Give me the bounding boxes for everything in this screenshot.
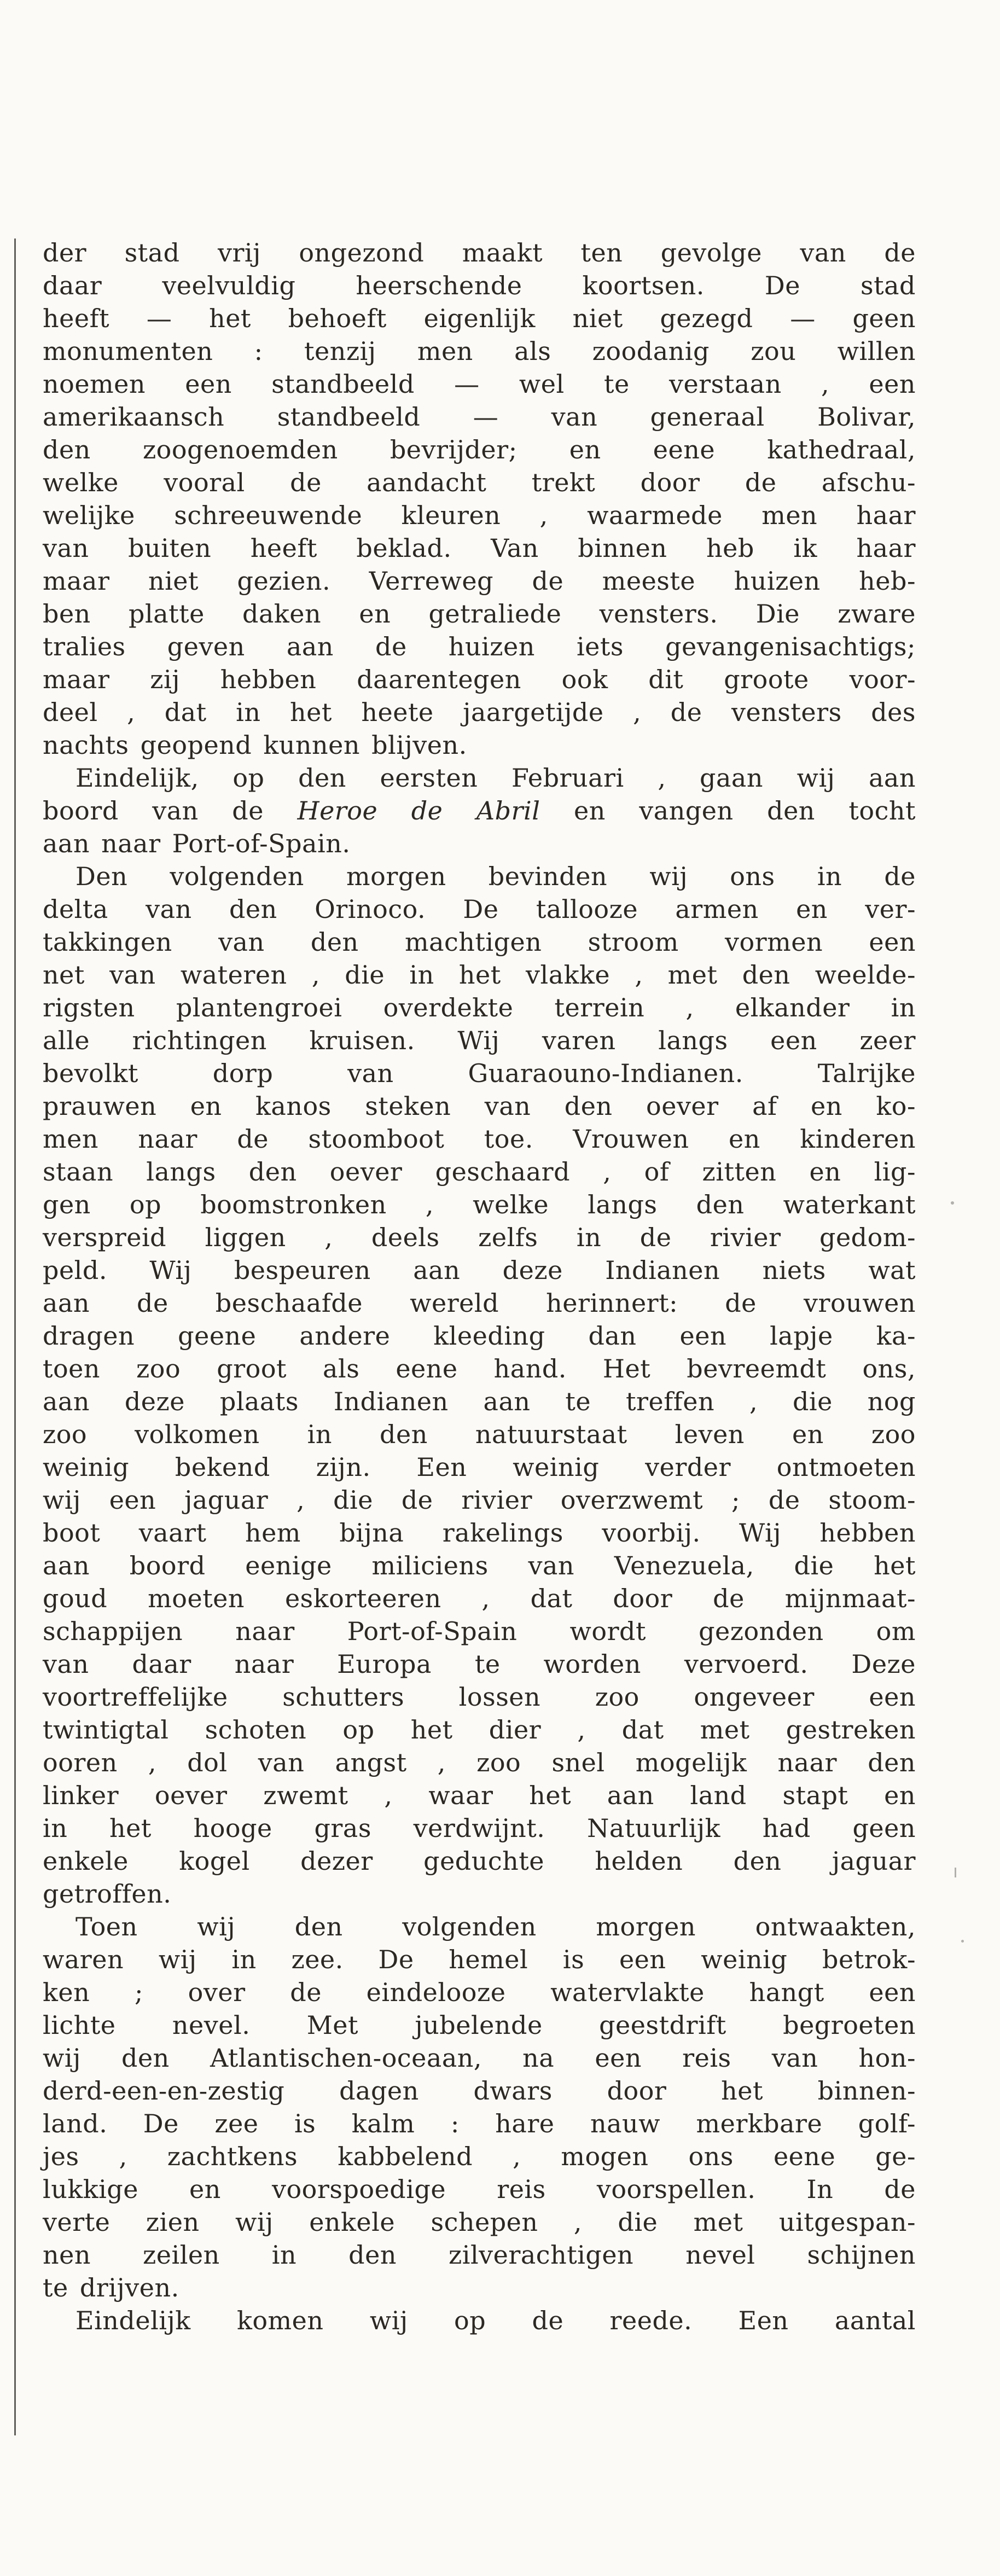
- text-line: rigsten plantengroei overdekte terrein , elkander in: [43, 993, 916, 1022]
- text-line: jes , zachtkens kabbelend , mogen ons eene ge-: [43, 2142, 916, 2171]
- text-line: welijke schreeuwende kleuren , waarmede men haar: [43, 501, 916, 530]
- text-line: land. De zee is kalm : hare nauw merkbare golf-: [43, 2109, 916, 2138]
- text-line: ben platte daken en getraliede vensters. Die zware: [43, 599, 916, 629]
- text-line: in het hooge gras verdwijnt. Natuurlijk had geen: [43, 1813, 916, 1843]
- text-line: toen zoo groot als eene hand. Het bevreemdt ons,: [43, 1354, 916, 1383]
- text-line: ooren , dol van angst , zoo snel mogelijk naar den: [43, 1748, 916, 1777]
- text-line: tralies geven aan de huizen iets gevangenisachtigs;: [43, 632, 916, 661]
- text-line: derd-een-en-zestig dagen dwars door het binnen-: [43, 2076, 916, 2106]
- text-line: delta van den Orinoco. De tallooze armen en ver-: [43, 894, 916, 924]
- text-line: staan langs den oever geschaard , of zitten en lig-: [43, 1157, 916, 1187]
- text-segment: boord van de: [43, 796, 298, 825]
- text-line: van daar naar Europa te worden vervoerd. Deze: [43, 1649, 916, 1679]
- paragraph: [43, 2304, 916, 2337]
- text-line: linker oever zwemt , waar het aan land stapt en: [43, 1781, 916, 1810]
- scan-speck: [955, 1868, 956, 1877]
- text-line: monumenten : tenzij men als zoodanig zou willen: [43, 336, 916, 366]
- text-line: goud moeten eskorteeren , dat door de mijnmaat-: [43, 1584, 916, 1613]
- text-line: ken ; over de eindelooze watervlakte hangt een: [43, 1978, 916, 2007]
- text-line: peld. Wij bespeuren aan deze Indianen niets wat: [43, 1255, 916, 1285]
- text-line: wij den Atlantischen-oceaan, na een reis van hon-: [43, 2043, 916, 2073]
- text-line: boot vaart hem bijna rakelings voorbij. Wij hebben: [43, 1518, 916, 1548]
- text-line: te drijven.: [43, 2273, 179, 2302]
- page-edge-rule: [14, 239, 16, 2435]
- text-line: takkingen van den machtigen stroom vormen een: [43, 927, 916, 957]
- text-block: [43, 236, 916, 2337]
- text-line: voortreffelijke schutters lossen zoo ongeveer een: [43, 1682, 916, 1712]
- paragraph: [43, 860, 916, 1910]
- text-line: van buiten heeft beklad. Van binnen heb ik haar: [43, 533, 916, 563]
- text-line: weinig bekend zijn. Een weinig verder ontmoeten: [43, 1452, 916, 1482]
- text-line: deel , dat in het heete jaargetijde , de vensters des: [43, 697, 916, 727]
- text-line: heeft — het behoeft eigenlijk niet gezegd — geen: [43, 304, 916, 333]
- text-line: aan deze plaats Indianen aan te treffen , die nog: [43, 1387, 916, 1416]
- text-line: aan boord eenige miliciens van Venezuela, die het: [43, 1551, 916, 1580]
- text-line: den zoogenoemden bevrijder; en eene kathedraal,: [43, 435, 916, 464]
- text-line: verspreid liggen , deels zelfs in de rivier gedom-: [43, 1223, 916, 1252]
- text-line: maar zij hebben daarentegen ook dit groote voor-: [43, 665, 916, 694]
- text-line: maar niet gezien. Verreweg de meeste huizen heb-: [43, 566, 916, 596]
- text-line: zoo volkomen in den natuurstaat leven en zoo: [43, 1420, 916, 1449]
- text-line: dragen geene andere kleeding dan een lapje ka-: [43, 1321, 916, 1351]
- text-line: verte zien wij enkele schepen , die met uitgespan-: [43, 2207, 916, 2237]
- text-line: Toen wij den volgenden morgen ontwaakten,: [75, 1912, 916, 1941]
- text-line: gen op boomstronken , welke langs den waterkant: [43, 1190, 916, 1219]
- text-line: Eindelijk, op den eersten Februari , gaan wij aan: [75, 763, 916, 793]
- text-line: lichte nevel. Met jubelende geestdrift begroeten: [43, 2010, 916, 2040]
- text-line: schappijen naar Port-of-Spain wordt gezonden om: [43, 1616, 916, 1646]
- text-line: twintigtal schoten op het dier , dat met gestreken: [43, 1715, 916, 1745]
- text-line: amerikaansch standbeeld — van generaal Bolivar,: [43, 402, 916, 432]
- text-line: nachts geopend kunnen blijven.: [43, 730, 467, 760]
- text-line: der stad vrij ongezond maakt ten gevolge van de: [43, 238, 916, 268]
- text-line: net van wateren , die in het vlakke , met den weelde-: [43, 960, 916, 990]
- text-line: men naar de stoomboot toe. Vrouwen en kinderen: [43, 1124, 916, 1154]
- text-line: bevolkt dorp van Guaraouno-Indianen. Talrijke: [43, 1059, 916, 1088]
- scan-speck: [961, 1940, 964, 1943]
- text-line: waren wij in zee. De hemel is een weinig betrok-: [43, 1945, 916, 1974]
- text-line: lukkige en voorspoedige reis voorspellen. In de: [43, 2174, 916, 2204]
- text-line: Den volgenden morgen bevinden wij ons in de: [75, 862, 916, 891]
- ship-name: Heroe de Abril: [297, 796, 540, 825]
- text-segment: en vangen den tocht: [540, 796, 916, 825]
- text-line: aan de beschaafde wereld herinnert: de vrouwen: [43, 1288, 916, 1318]
- paragraph: [43, 1910, 916, 2304]
- text-line: noemen een standbeeld — wel te verstaan , een: [43, 369, 916, 399]
- text-line: enkele kogel dezer geduchte helden den jaguar: [43, 1846, 916, 1876]
- scan-speck: [951, 1201, 954, 1205]
- text-line: alle richtingen kruisen. Wij varen langs een zeer: [43, 1026, 916, 1055]
- text-line: daar veelvuldig heerschende koortsen. De stad: [43, 271, 916, 300]
- text-line: welke vooral de aandacht trekt door de afschu-: [43, 468, 916, 497]
- text-line: getroffen.: [43, 1879, 172, 1909]
- text-line: nen zeilen in den zilverachtigen nevel schijnen: [43, 2240, 916, 2270]
- text-line: wij een jaguar , die de rivier overzwemt ; de stoom-: [43, 1485, 916, 1515]
- text-line: [43, 794, 916, 827]
- text-line: Eindelijk komen wij op de reede. Een aantal: [75, 2306, 916, 2335]
- paragraph: [43, 236, 916, 761]
- text-line: prauwen en kanos steken van den oever af en ko-: [43, 1091, 916, 1121]
- paragraph: [43, 761, 916, 860]
- text-line: aan naar Port-of-Spain.: [43, 829, 351, 858]
